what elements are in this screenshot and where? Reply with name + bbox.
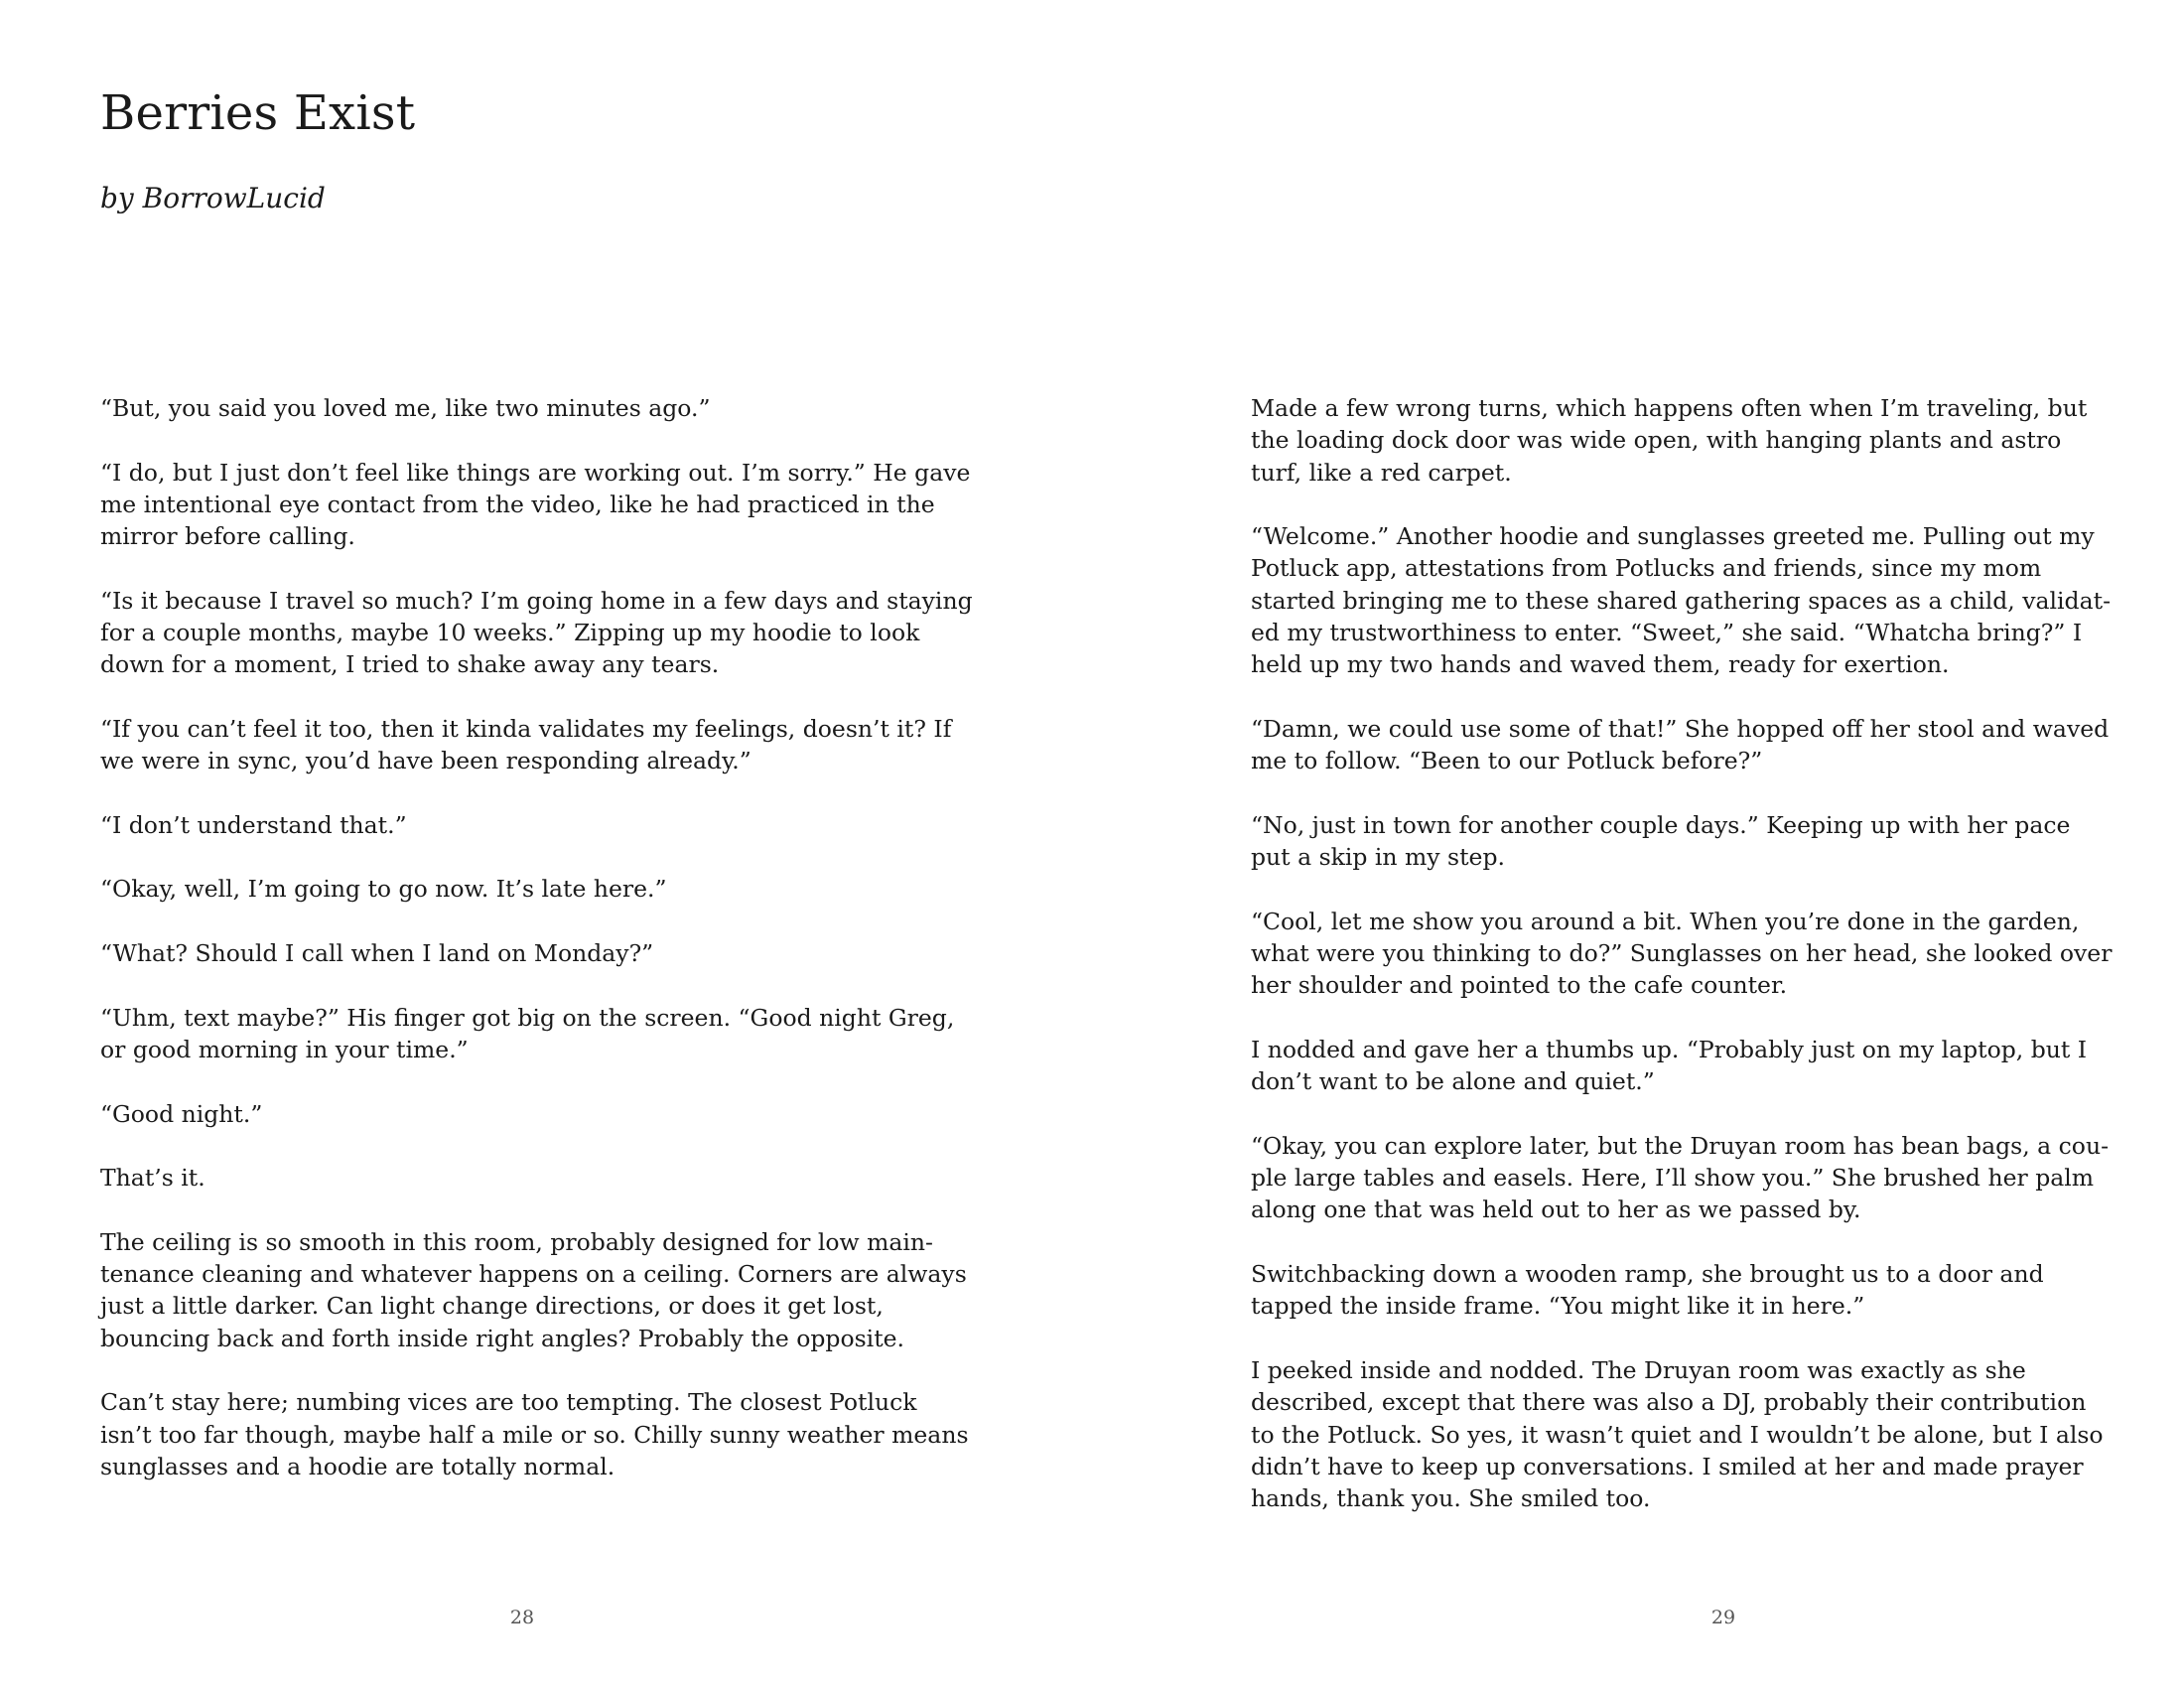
right-page (1092, 0, 2184, 1688)
paragraph: “Cool, let me show you around a bit. When you’re done in the garden, what were you thinking to do?” Sunglasses on her head, she looked over her shoulder and pointed to the cafe counter. (1251, 907, 2113, 1000)
paragraph: “Okay, well, I’m going to go now. It’s late here.” (100, 875, 667, 904)
paragraph: “But, you said you loved me, like two minutes ago.” (100, 394, 711, 422)
paragraph: “Okay, you can explore later, but the Druyan room has bean bags, a couple large tables and easels. Here, I’ll show you.” She brushed her palm along one that was held out to her as we passed by. (1251, 1131, 2110, 1224)
paragraph: Switchbacking down a wooden ramp, she brought us to a door and tapped the inside frame. “You might like it in here.” (1251, 1260, 2044, 1321)
paragraph: “Is it because I travel so much? I’m going home in a few days and staying for a couple months, maybe 10 weeks.” Zipping up my hoodie to look down for a moment, I tried to shake away any tears. (100, 586, 973, 679)
paragraph: Can’t stay here; numbing vices are too tempting. The closest Potluck isn’t too far though, maybe half a mile or so. Chilly sunny weather means sunglasses and a hoodie are totally normal. (100, 1388, 969, 1480)
right-page-body (1251, 392, 2115, 1547)
paragraph: That’s it. (100, 1164, 205, 1193)
page-number-right: 29 (1710, 1607, 1736, 1628)
paragraph: “Damn, we could use some of that!” She hopped off her stool and waved me to follow. “Been to our Potluck before?” (1251, 714, 2110, 775)
paragraph: “If you can’t feel it too, then it kinda validates my feelings, doesn’t it? If we were in sync, you’d have been responding already.” (100, 714, 952, 775)
paragraph: I peeked inside and nodded. The Druyan room was exactly as she described, except that there was also a DJ, probably their contribution to the Potluck. So yes, it wasn’t quiet and I wouldn’t be alone, but I also didn’t have to keep up conversations. I smiled at her and made prayer hands, thank you. She smiled too. (1251, 1355, 2104, 1513)
paragraph: “Welcome.” Another hoodie and sunglasses greeted me. Pulling out my Potluck app, attestations from Potlucks and friends, since my mom started bringing me to these shared gathering spaces as a child, validated my trustworthiness to enter. “Sweet,” she said. “Whatcha bring?” I held up my two hands and waved them, ready for exertion. (1251, 522, 2112, 679)
paragraph: “I don’t understand that.” (100, 810, 407, 839)
paragraph: The ceiling is so smooth in this room, probably designed for low maintenance cleaning and whatever happens on a ceiling. Corners are always just a little darker. Can light change directions, or does it get lost, bouncing back and forth inside right angles? Probably the opposite. (100, 1227, 967, 1352)
paragraph: “What? Should I call when I land on Monday?” (100, 939, 654, 968)
paragraph: I nodded and gave her a thumbs up. “Probably just on my laptop, but I don’t want to be alone and quiet.” (1251, 1035, 2088, 1096)
paragraph: Made a few wrong turns, which happens often when I’m traveling, but the loading dock door was wide open, with hanging plants and astro turf, like a red carpet. (1251, 394, 2088, 487)
page-number-left: 28 (509, 1607, 535, 1628)
paragraph: “Uhm, text maybe?” His finger got big on the screen. “Good night Greg, or good morning in your time.” (100, 1003, 955, 1063)
paragraph: “I do, but I just don’t feel like things are working out. I’m sorry.” He gave me intentional eye contact from the video, like he had practiced in the mirror before calling. (100, 458, 971, 551)
left-page-body (100, 392, 974, 1514)
paragraph: “No, just in town for another couple days.” Keeping up with her pace put a skip in my step. (1251, 810, 2071, 872)
story-byline: by BorrowLucid (100, 182, 326, 214)
paragraph: “Good night.” (100, 1099, 263, 1128)
story-title: Berries Exist (100, 85, 416, 141)
